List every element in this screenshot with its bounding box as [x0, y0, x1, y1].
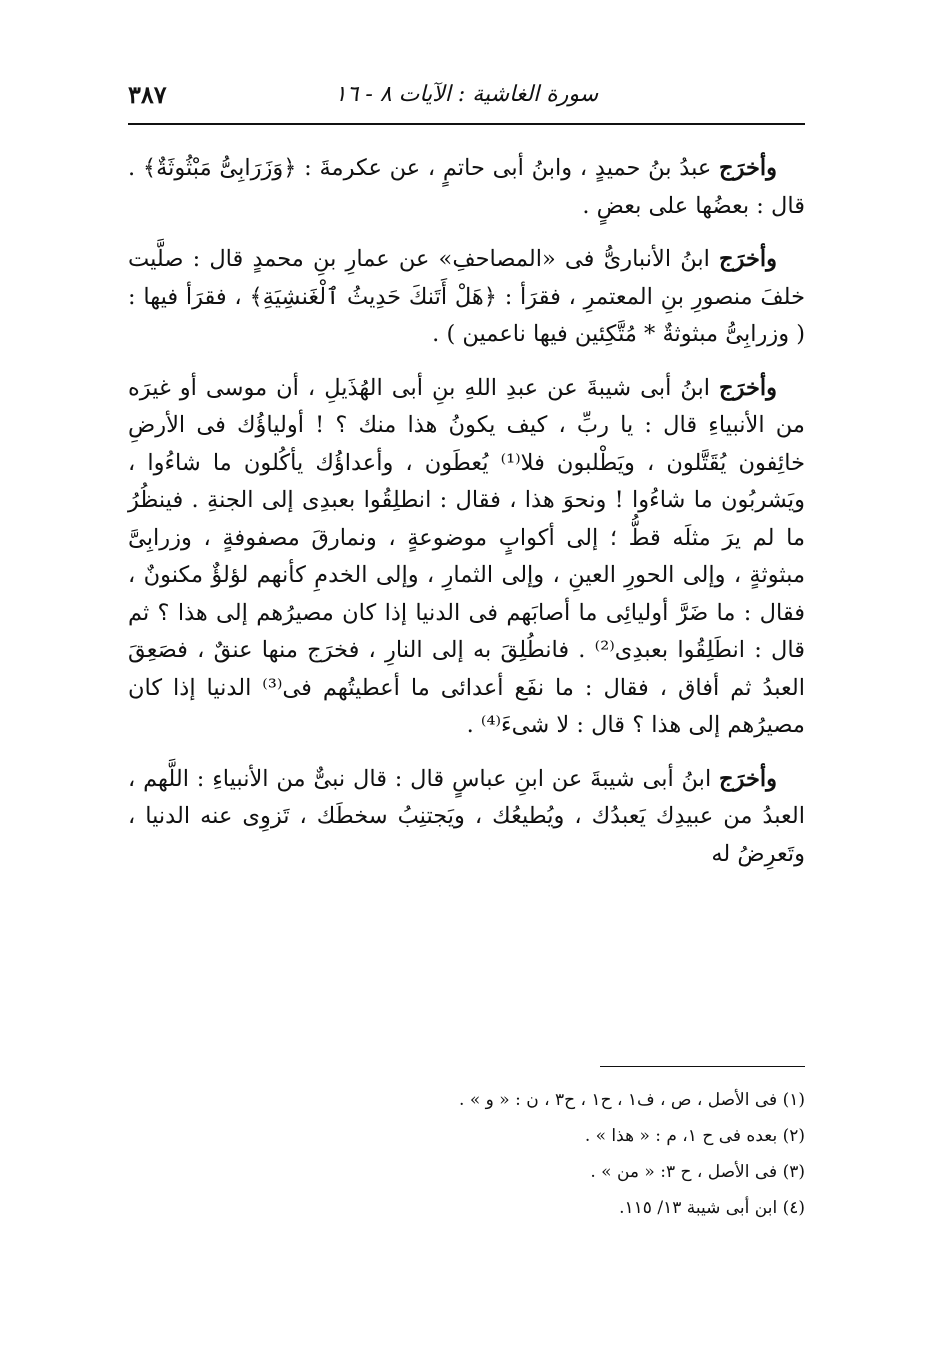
- main-text: [128, 150, 805, 889]
- paragraph-lead: وأخرَج: [719, 155, 777, 181]
- paragraph-lead: وأخرَج: [719, 374, 777, 401]
- paragraph-text: ابنُ الأنبارىُّ فى «المصاحفِ» عن عمارِ بنِ محمدٍ قال : صلَّيت خلفَ منصورِ بنِ المعتمرِ ، فقرَأ : ﴿هَلْ أَتَنكَ حَدِيثُ ٱلْغَنشِيَةِ﴾ ، فقرَأ فيها : ( وزرابِىُّ مبثوثةٌ * مُتَّكِئين فيها ناعمين ) .: [128, 246, 805, 347]
- paragraph: [128, 761, 805, 874]
- paragraph-text: عبدُ بنُ حميدٍ ، وابنُ أبى حاتمٍ ، عن عكرمةَ : ﴿وَزَرَابِىُّ مَبْثُوثَةٌ﴾ . قال : بعضُها على بعضٍ .: [128, 155, 805, 219]
- footnote: (٣) فى الأصل ، ح ٣: « من » .: [590, 1162, 805, 1182]
- page-number: ٣٨٧: [128, 80, 167, 109]
- paragraph-lead: وأخرَج: [719, 246, 777, 272]
- running-title: سورة الغاشية : الآيات ٨ - ١٦: [334, 82, 599, 107]
- paragraph-lead: وأخرَج: [719, 765, 777, 792]
- paragraph: [128, 241, 805, 354]
- footnote: (٤) ابن أبى شيبة ١٣/ ١١٥.: [619, 1198, 805, 1218]
- footnotes: [128, 1082, 805, 1226]
- footnote: (١) فى الأصل ، ص ، ف١ ، ح١ ، ح٣ ، ن : « و » .: [459, 1090, 805, 1110]
- paragraph-text: ابنُ أبى شيبةَ عن عبدِ اللهِ بنِ أبى الهُذَيلِ ، أن موسى أو غيرَه من الأنبياءِ قال : يا ربِّ ، كيف يكونُ هذا منك ؟ ! أولياؤُك فى الأرضِ خائِفون يُقَتَّلون ، ويَطْلبون فلا⁽¹⁾ يُعطَون ، وأعداؤُك يأكُلون ما شاءُوا ، ويَشربُون ما شاءُوا ! ونحوَ هذا ، فقال : انطلِقُوا بعبدِى إلى الجنةِ . فينظُرُ ما لم يرَ مثلَه قطُّ ؛ إلى أكوابٍ موضوعةٍ ، ونمارقَ مصفوفةٍ ، وزرابِىَّ مبثوثةٍ ، وإلى الحورِ العينِ ، وإلى الثمارِ ، وإلى الخدمِ كأنهم لؤلؤٌ مكنونٌ ، فقال : ما ضَرَّ أوليائِى ما أصابَهم فى الدنيا إذا كان مصيرُهم إلى هذا ؟ ثم قال : انطَلِقُوا بعبدِى⁽²⁾ . فانطُلِقَ به إلى النارِ ، فخرَج منها عنقٌ ، فصَعِقَ العبدُ ثم أفاق ، فقال : ما نفَع أعدائى ما أعطيتُهم فى⁽³⁾ الدنيا إذا كان مصيرُهم إلى هذا ؟ قال : لا شىءَ⁽⁴⁾ .: [128, 374, 806, 738]
- page-header: [128, 78, 805, 118]
- footnote-rule: [600, 1066, 805, 1067]
- header-rule: [128, 123, 805, 125]
- paragraph: [128, 370, 805, 745]
- paragraph-text: ابنُ أبى شيبةَ عن ابنِ عباسٍ قال : قال نبىٌّ من الأنبياءِ : اللَّهم ، العبدُ من عبيدِك يَعبدُك ، ويُطيعُك ، ويَجتنِبُ سخطَك ، تَزوِى عنه الدنيا ، وتَعرِضُ له: [128, 765, 805, 867]
- footnote: (٢) بعده فى ح ١، م : « هذا » .: [584, 1126, 805, 1146]
- paragraph: [128, 150, 805, 225]
